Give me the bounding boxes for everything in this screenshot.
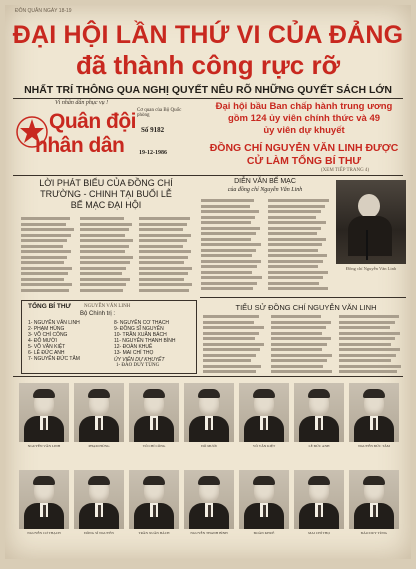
politburo-list-box [21, 300, 197, 374]
portrait-caption: LÊ ĐỨC ANH [308, 444, 330, 448]
text-line-placeholder [271, 332, 322, 335]
text-line-placeholder [80, 267, 126, 270]
portrait-tie [263, 418, 266, 430]
text-line-placeholder [201, 205, 250, 208]
text-line-placeholder [21, 217, 70, 220]
portrait-caption: TRẦN XUÂN BÁCH [138, 531, 170, 535]
text-line-placeholder [271, 365, 323, 368]
box-title-name: NGUYỄN VĂN LINH [84, 304, 131, 309]
text-line-placeholder [203, 365, 261, 368]
portrait-caption: ĐỒNG SĨ NGUYÊN [84, 531, 114, 535]
text-line-placeholder [339, 365, 401, 368]
portrait-hair [198, 389, 220, 398]
text-line-placeholder [201, 227, 260, 230]
text-line-placeholder [139, 217, 190, 220]
text-line-placeholder [268, 221, 326, 224]
box-title: TỔNG BÍ THƯ [28, 303, 71, 310]
text-line-placeholder [139, 267, 192, 270]
text-line-placeholder [139, 261, 184, 264]
portrait-tie [263, 505, 266, 517]
text-line-placeholder [80, 250, 125, 253]
text-line-placeholder [268, 249, 318, 252]
issue-number: Số 9182 [141, 126, 165, 134]
portrait-caption: PHẠM HÙNG [88, 444, 110, 448]
list-item: 6- LÊ ĐỨC ANH [28, 350, 65, 356]
text-line-placeholder [80, 261, 130, 264]
text-line-placeholder [201, 238, 251, 241]
text-line-placeholder [21, 283, 72, 286]
portrait-hair [33, 476, 55, 485]
portrait-photo [74, 383, 124, 442]
list-item: 5- VÕ VĂN KIỆT [28, 344, 66, 350]
text-line-placeholder [339, 326, 390, 329]
divider [13, 175, 403, 176]
photo-figure [348, 216, 392, 256]
article-column [268, 199, 330, 293]
text-line-placeholder [203, 348, 260, 351]
portrait-tie [98, 505, 101, 517]
list-item: 8- NGUYỄN CƠ THẠCH [114, 320, 170, 326]
portrait-photo [349, 383, 399, 442]
subheadline: NHẤT TRÍ THÔNG QUA NGHỊ QUYẾT NÊU RÕ NHỮNG QUYẾT SÁCH LỚN [24, 84, 392, 96]
text-line-placeholder [80, 272, 122, 275]
text-line-placeholder [268, 271, 328, 274]
portrait-photo [19, 383, 69, 442]
text-line-placeholder [21, 228, 74, 231]
text-line-placeholder [339, 332, 400, 335]
masthead-title-line2: nhân dân [35, 134, 125, 157]
portrait-tie [43, 418, 46, 430]
article-column [80, 217, 134, 294]
text-line-placeholder [139, 289, 189, 292]
text-line-placeholder [21, 250, 71, 253]
text-line-placeholder [268, 243, 322, 246]
masthead [15, 100, 191, 170]
text-line-placeholder [268, 205, 325, 208]
text-line-placeholder [268, 282, 319, 285]
portrait-photo [129, 383, 179, 442]
text-line-placeholder [21, 239, 67, 242]
portrait-hair [143, 389, 165, 398]
summary-line: gồm 124 ủy viên chính thức và 49 [227, 113, 381, 124]
masthead-slogan: Vì nhân dân phục vụ ! [55, 100, 109, 106]
text-line-placeholder [271, 370, 332, 373]
text-line-placeholder [268, 199, 329, 202]
text-line-placeholder [201, 287, 253, 290]
text-line-placeholder [268, 265, 318, 268]
speech-article-title [21, 178, 191, 211]
text-line-placeholder [271, 326, 326, 329]
text-line-placeholder [80, 289, 123, 292]
summary-line: Đại hội bầu Ban chấp hành trung ương [215, 101, 393, 112]
portrait-tie [318, 505, 321, 517]
portrait-photo [129, 470, 179, 529]
list-item: 2- PHẠM HÙNG [28, 326, 65, 332]
masthead-agency: Cơ quan của Bộ Quốc phòng [137, 108, 182, 118]
text-line-placeholder [271, 348, 322, 351]
text-line-placeholder [203, 354, 256, 357]
portrait-tie [208, 418, 211, 430]
portrait-hair [88, 389, 110, 398]
divider [200, 297, 406, 298]
text-line-placeholder [268, 276, 323, 279]
text-line-placeholder [203, 343, 264, 346]
text-line-placeholder [80, 228, 129, 231]
main-headline: ĐẠI HỘI LẦN THỨ VI CỦA ĐẢNG [12, 21, 404, 49]
speaker-photo [336, 180, 406, 264]
text-line-placeholder [339, 343, 391, 346]
text-line-placeholder [80, 245, 129, 248]
main-headline-line2: đã thành công rực rỡ [75, 50, 341, 80]
text-line-placeholder [339, 337, 395, 340]
portrait-caption: NGUYỄN THANH BÌNH [190, 531, 228, 535]
portrait-hair [363, 476, 385, 485]
portrait-tie [373, 505, 376, 517]
text-line-placeholder [201, 271, 252, 274]
text-line-placeholder [339, 354, 396, 357]
portrait-photo [349, 470, 399, 529]
portrait-hair [33, 389, 55, 398]
text-line-placeholder [268, 238, 326, 241]
text-line-placeholder [339, 348, 400, 351]
text-line-placeholder [139, 228, 183, 231]
text-line-placeholder [201, 282, 257, 285]
text-line-placeholder [201, 265, 257, 268]
text-line-placeholder [339, 370, 397, 373]
portrait-caption: NGUYỄN CƠ THẠCH [27, 531, 61, 535]
text-line-placeholder [203, 332, 259, 335]
portrait-photo [184, 470, 234, 529]
text-line-placeholder [139, 250, 191, 253]
text-line-placeholder [21, 267, 72, 270]
portrait-caption: ĐÀO DUY TÙNG [360, 531, 388, 535]
text-line-placeholder [80, 283, 126, 286]
text-line-placeholder [21, 234, 71, 237]
text-line-placeholder [271, 321, 331, 324]
portrait-tie [153, 505, 156, 517]
text-line-placeholder [80, 223, 132, 226]
title-line: TRƯỜNG - CHINH TẠI BUỔI LỄ [40, 189, 172, 199]
newspaper-page [5, 5, 411, 559]
portrait-photo [74, 470, 124, 529]
closing-address-title: DIỄN VĂN BẾ MẠC [234, 178, 296, 185]
text-line-placeholder [139, 239, 187, 242]
text-line-placeholder [139, 278, 184, 281]
portrait-caption: VÕ VĂN KIỆT [252, 444, 276, 448]
portrait-tie [373, 418, 376, 430]
text-line-placeholder [139, 272, 188, 275]
portrait-caption: NGUYỄN ĐỨC TÂM [358, 444, 390, 448]
text-line-placeholder [268, 232, 317, 235]
text-line-placeholder [339, 315, 399, 318]
portrait-caption: NGUYỄN VĂN LINH [27, 444, 61, 448]
portrait-hair [143, 476, 165, 485]
alternates-label: ỦY VIÊN DỰ KHUYẾT [114, 357, 165, 363]
text-line-placeholder [203, 370, 256, 373]
portrait-hair [308, 476, 330, 485]
text-line-placeholder [201, 210, 259, 213]
list-item: 4- ĐỖ MƯỜI [28, 338, 57, 344]
congress-summary [203, 101, 405, 137]
text-line-placeholder [201, 276, 262, 279]
portrait-hair [253, 476, 275, 485]
portrait-tie [153, 418, 156, 430]
list-item: 11- NGUYỄN THANH BÌNH [114, 338, 176, 344]
text-line-placeholder [21, 289, 69, 292]
text-line-placeholder [268, 254, 327, 257]
text-line-placeholder [268, 216, 316, 219]
text-line-placeholder [21, 256, 67, 259]
text-line-placeholder [268, 287, 328, 290]
biography-title: TIỂU SỬ ĐỒNG CHÍ NGUYỄN VĂN LINH [235, 303, 377, 312]
portrait-tie [208, 505, 211, 517]
edition-line: ĐÔN QUÂN NGÀY 18-19 [15, 8, 72, 14]
text-line-placeholder [139, 245, 183, 248]
closing-address-author: của đồng chí Nguyễn Văn Linh [227, 187, 303, 193]
portrait-photo [239, 470, 289, 529]
text-line-placeholder [271, 359, 327, 362]
text-line-placeholder [271, 337, 331, 340]
list-item: 3- VÕ CHÍ CÔNG [28, 332, 68, 338]
article-column [21, 217, 75, 294]
text-line-placeholder [203, 326, 264, 329]
text-line-placeholder [201, 216, 255, 219]
masthead-title-line1: Quân đội [49, 110, 136, 133]
text-line-placeholder [21, 245, 63, 248]
announcement-line: CỬ LÀM TỔNG BÍ THƯ [246, 155, 362, 167]
text-line-placeholder [201, 232, 256, 235]
article-column [139, 217, 193, 294]
article-column [271, 315, 333, 376]
announcement-line: ĐỒNG CHÍ NGUYỄN VĂN LINH ĐƯỢC [209, 142, 399, 154]
continued-note: (XEM TIẾP TRANG 4) [321, 168, 370, 173]
text-line-placeholder [80, 278, 130, 281]
article-column [203, 315, 265, 376]
portrait-hair [308, 389, 330, 398]
text-line-placeholder [339, 321, 395, 324]
text-line-placeholder [80, 239, 133, 242]
article-column [339, 315, 403, 376]
list-item: 1- NGUYỄN VĂN LINH [28, 320, 80, 326]
portrait-hair [363, 389, 385, 398]
article-column [201, 199, 263, 293]
text-line-placeholder [203, 315, 259, 318]
text-line-placeholder [80, 217, 124, 220]
text-line-placeholder [203, 337, 255, 340]
text-line-placeholder [339, 359, 391, 362]
text-line-placeholder [21, 272, 68, 275]
text-line-placeholder [80, 234, 125, 237]
text-line-placeholder [271, 315, 321, 318]
divider [13, 98, 403, 99]
text-line-placeholder [201, 243, 261, 246]
general-secretary-announcement [203, 142, 405, 168]
microphone-icon [366, 230, 368, 260]
list-item: 10- TRẦN XUÂN BÁCH [114, 332, 167, 338]
portrait-photo [239, 383, 289, 442]
text-line-placeholder [271, 354, 332, 357]
title-line: BẾ MẠC ĐẠI HỘI [70, 200, 142, 210]
text-line-placeholder [139, 283, 192, 286]
portrait-hair [198, 476, 220, 485]
portrait-tie [43, 505, 46, 517]
list-item: 12- ĐOÀN KHUÊ [114, 344, 153, 350]
alternate-member: 1- ĐÀO DUY TÙNG [116, 363, 160, 368]
text-line-placeholder [80, 256, 133, 259]
photo-caption: Đồng chí Nguyễn Văn Linh [345, 266, 397, 271]
portrait-caption: MAI CHÍ THỌ [308, 531, 330, 535]
list-item: 13- MAI CHÍ THỌ [114, 350, 154, 356]
list-item: 7- NGUYỄN ĐỨC TÂM [28, 356, 80, 362]
portrait-photo [184, 383, 234, 442]
summary-line: ủy viên dự khuyết [263, 125, 345, 136]
portrait-caption: ĐOÀN KHUÊ [253, 531, 275, 535]
text-line-placeholder [268, 227, 321, 230]
box-subtitle: Bộ Chính trị : [80, 311, 116, 317]
text-line-placeholder [21, 278, 64, 281]
text-line-placeholder [268, 260, 323, 263]
photo-figure [358, 194, 380, 218]
portrait-hair [253, 389, 275, 398]
portrait-tie [98, 418, 101, 430]
text-line-placeholder [139, 234, 191, 237]
text-line-placeholder [201, 249, 256, 252]
text-line-placeholder [139, 256, 188, 259]
portrait-caption: ĐỖ MƯỜI [201, 444, 217, 448]
portrait-photo [294, 470, 344, 529]
portrait-caption: VÕ CHÍ CÔNG [142, 444, 166, 448]
text-line-placeholder [21, 261, 64, 264]
text-line-placeholder [203, 359, 251, 362]
text-line-placeholder [271, 343, 327, 346]
text-line-placeholder [201, 199, 254, 202]
portrait-tie [318, 418, 321, 430]
text-line-placeholder [201, 221, 251, 224]
list-item: 9- ĐỒNG SĨ NGUYÊN [114, 326, 164, 332]
text-line-placeholder [201, 260, 261, 263]
portrait-photo [294, 383, 344, 442]
portrait-hair [88, 476, 110, 485]
issue-date: 19-12-1986 [139, 150, 167, 156]
text-line-placeholder [139, 223, 187, 226]
text-line-placeholder [268, 210, 321, 213]
text-line-placeholder [21, 223, 66, 226]
title-line: LỜI PHÁT BIỂU CỦA ĐỒNG CHÍ [39, 178, 173, 188]
text-line-placeholder [201, 254, 252, 257]
text-line-placeholder [203, 321, 254, 324]
divider [13, 376, 403, 377]
portrait-photo [19, 470, 69, 529]
